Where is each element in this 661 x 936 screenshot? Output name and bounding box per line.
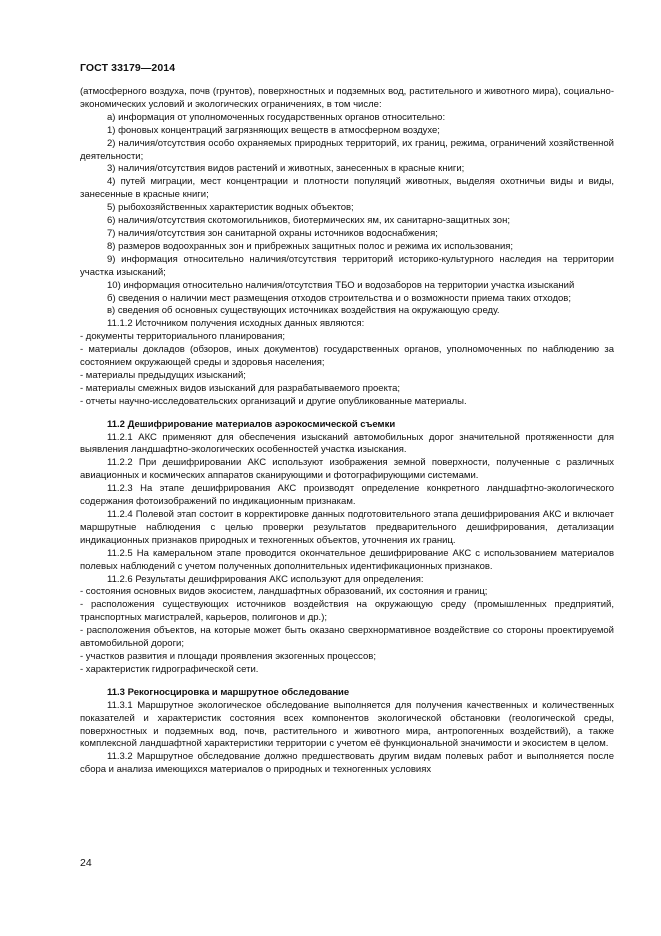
list-item: 10) информация относительно наличия/отсутствия ТБО и водозаборов на территории участка изысканий — [107, 279, 575, 291]
paragraph: 11.2.6 Результаты дешифрирования АКС используют для определения: — [107, 573, 424, 585]
list-item: - характеристик гидрографической сети. — [80, 663, 259, 675]
paragraph: 11.2.4 Полевой этап состоит в корректировке данных подготовительного этапа дешифрирования АКС и включает маршрутные наблюдения с целью проверки результатов предварительного дешифрирования, детализации индикационных признаков природных и техногенных объектов, уточнения их границ. — [80, 509, 614, 546]
list-item: - материалы смежных видов изысканий для разрабатываемого проекта; — [80, 382, 401, 394]
paragraph: 11.3.1 Маршрутное экологическое обследование выполняется для получения качественных и количественных показателей и характеристик состояния всех компонентов экологической обстановки (геологической среды, поверхностных и подземных вод, почв, растительного и животного мира, антропогенных воздействий), а также комплексной ландшафтной характеристики территории с учетом её функциональной значимости и экосистем в целом. — [80, 699, 614, 750]
paragraph: 11.2.2 При дешифрировании АКС используют изображения земной поверхности, полученные с различных авиационных и космических аппаратов сканирующими и фотографирующими системами. — [80, 457, 614, 482]
paragraph: (атмосферного воздуха, почв (грунтов), поверхностных и подземных вод, растительного и животного мира), социально-экономических условий и экологических ограничениях, в том числе: — [80, 86, 614, 110]
list-item: - материалы докладов (обзоров, иных документов) государственных органов, уполномоченных по наблюдению за состоянием окружающей среды и здоровья населения; — [80, 344, 614, 369]
list-item: - расположения объектов, на которые может быть оказано сверхнормативное воздействие со стороны проектируемой автомобильной дороги; — [80, 625, 614, 650]
list-item: 3) наличия/отсутствия видов растений и животных, занесенных в красные книги; — [107, 163, 465, 175]
list-item: 7) наличия/отсутствия зон санитарной охраны источников водоснабжения; — [107, 227, 438, 239]
section-heading: 11.2 Дешифрирование материалов аэрокосмической съемки — [107, 418, 396, 430]
list-item: 4) путей миграции, мест концентрации и плотности популяций животных, выделяя охотничьи виды и виды, занесенные в красные книги; — [80, 176, 614, 201]
paragraph: 11.2.3 На этапе дешифрирования АКС производят определение конкретного ландшафтно-экологического содержания фотоизображений по индикационным признакам. — [80, 483, 614, 508]
list-item: 1) фоновых концентраций загрязняющих веществ в атмосферном воздухе; — [107, 124, 440, 136]
paragraph: 11.1.2 Источником получения исходных данных являются: — [107, 318, 365, 330]
list-item: 9) информация относительно наличия/отсутствия территорий историко-культурного наследия на территории участка изысканий; — [80, 253, 614, 278]
paragraph: 11.2.5 На камеральном этапе проводится окончательное дешифрирование АКС с использованием материалов полевых наблюдений с учетом полученных дополнительных идентификационных признаков. — [80, 547, 614, 572]
paragraph: 11.2.1 АКС применяют для обеспечения изысканий автомобильных дорог значительной протяженности для выявления ландшафтно-экологических особенностей участка изыскания. — [80, 431, 614, 456]
list-item: в) сведения об основных существующих источниках воздействия на окружающую среду. — [107, 305, 500, 317]
paragraph: 11.3.2 Маршрутное обследование должно предшествовать другим видам полевых работ и выполняется после сбора и анализа имеющихся материалов о природных и техногенных условиях — [80, 751, 614, 776]
section-heading: 11.3 Рекогносцировка и маршрутное обследование — [107, 686, 350, 698]
page-number: 24 — [80, 857, 92, 869]
list-item: - участков развития и площади проявления экзогенных процессов; — [80, 650, 376, 662]
list-item: - документы территориального планирования; — [80, 331, 286, 343]
list-item: - отчеты научно-исследовательских организаций и другие опубликованные материалы. — [80, 395, 467, 407]
list-item: б) сведения о наличии мест размещения отходов строительства и о возможности приема таких отходов; — [107, 292, 571, 304]
list-item: 6) наличия/отсутствия скотомогильников, биотермических ям, их санитарно-защитных зон; — [107, 215, 510, 227]
page-body — [80, 86, 614, 777]
list-item: 8) размеров водоохранных зон и прибрежных защитных полос и режима их использования; — [107, 240, 514, 252]
list-item: 5) рыбохозяйственных характеристик водных объектов; — [107, 202, 354, 214]
list-item: - материалы предыдущих изысканий; — [80, 369, 246, 381]
list-item: а) информация от уполномоченных государственных органов относительно: — [107, 111, 446, 123]
page-header-title: ГОСТ 33179—2014 — [80, 62, 176, 74]
list-item: 2) наличия/отсутствия особо охраняемых природных территорий, их границ, режима, ограничений хозяйственной деятельности; — [80, 137, 614, 162]
list-item: - расположения существующих источников воздействия на окружающую среду (промышленных предприятий, транспортных магистралей, карьеров, полигонов и др.); — [80, 599, 614, 624]
list-item: - состояния основных видов экосистем, ландшафтных образований, их состояния и границ; — [80, 586, 488, 598]
